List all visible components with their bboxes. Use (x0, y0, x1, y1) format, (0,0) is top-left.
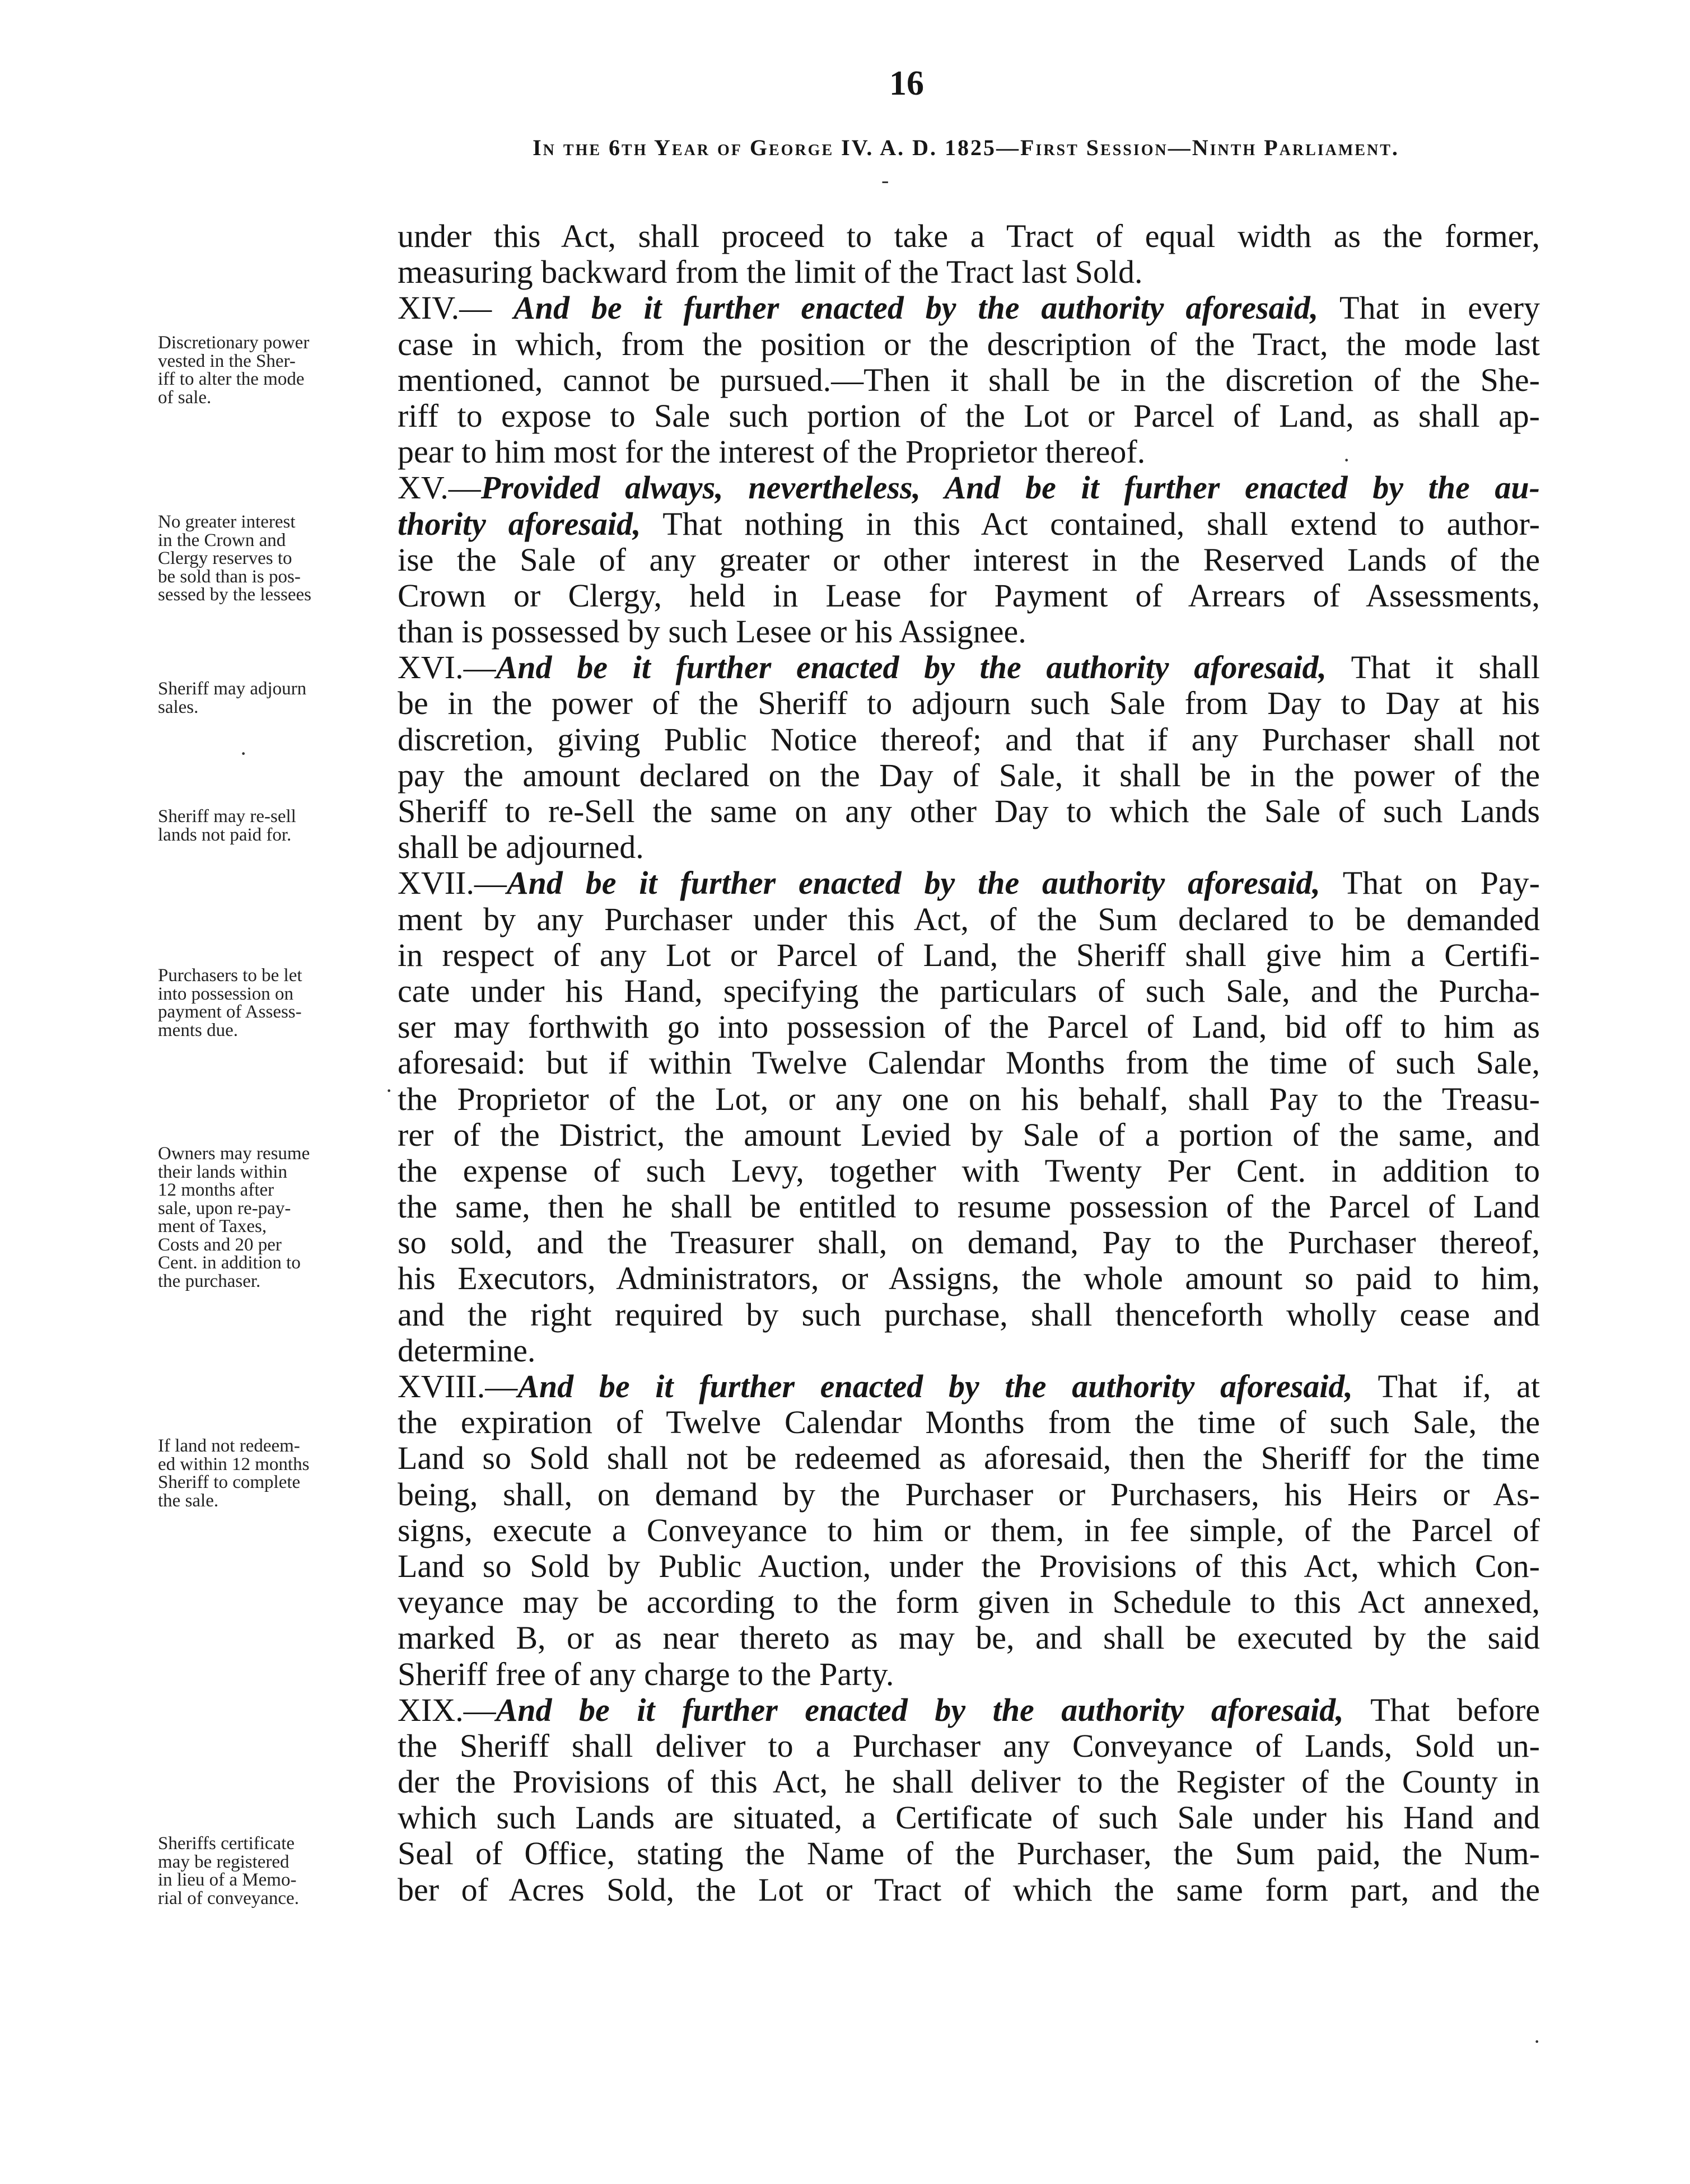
body-line: the expiration of Twelve Calendar Months from the time of such Sale, the (398, 1404, 1540, 1441)
print-speck-mark: · (1533, 2029, 1541, 2054)
body-line: ser may forthwith go into possession of the Parcel of Land, bid off to him as (398, 1009, 1540, 1046)
marginal-note-line: in lieu of a Memo- (158, 1870, 297, 1890)
body-line: Seal of Office, stating the Name of the Purchaser, the Sum paid, the Num- (398, 1835, 1540, 1872)
page-number: 16 (889, 64, 924, 102)
body-line: pear to him most for the interest of the Proprietor thereof. (398, 433, 1146, 470)
marginal-note-sheriffs-certificate (158, 1835, 382, 1907)
marginal-note-line: If land not redeem- (158, 1436, 300, 1456)
marginal-note-crown-clergy-reserves (158, 513, 382, 604)
enacting-formula: thority aforesaid, (398, 505, 641, 542)
body-line: the same, then he shall be entitled to resume possession of the Parcel of Land (398, 1188, 1540, 1225)
body-line: be in the power of the Sheriff to adjourn such Sale from Day to Day at his (398, 685, 1540, 722)
body-line: XV.—Provided always, nevertheless, And be it further enacted by the au- (398, 469, 1540, 506)
running-head: In the 6th Year of George IV. A. D. 1825—First Session—Ninth Parliament. (533, 135, 1399, 160)
marginal-note-owners-may-resume (158, 1145, 382, 1290)
enacting-formula: And be it further enacted by the authority aforesaid, (517, 1368, 1353, 1404)
body-line: signs, execute a Conveyance to him or them, in fee simple, of the Parcel of (398, 1511, 1540, 1548)
body-line: ber of Acres Sold, the Lot or Tract of which the same form part, and the (398, 1871, 1540, 1908)
marginal-note-line: Discretionary power (158, 333, 310, 353)
marginal-note-line: their lands within (158, 1161, 287, 1182)
body-line: veyance may be according to the form given in Schedule to this Act annexed, (398, 1584, 1540, 1621)
body-line: determine. (398, 1332, 536, 1369)
marginal-note-line: vested in the Sher- (158, 351, 296, 371)
print-dash-mark: ‐ (881, 167, 889, 193)
marginal-note-line: Clergy reserves to (158, 548, 292, 568)
marginal-note-line: the purchaser. (158, 1271, 261, 1291)
marginal-note-line: lands not paid for. (158, 824, 292, 845)
enacting-formula: Provided always, nevertheless, And be it further enacted by the au- (480, 469, 1540, 506)
body-line: than is possessed by such Lesee or his Assignee. (398, 613, 1026, 650)
marginal-note-line: iff to alter the mode (158, 369, 305, 389)
marginal-note-line: No greater interest (158, 512, 296, 532)
body-line: which such Lands are situated, a Certificate of such Sale under his Hand and (398, 1799, 1540, 1836)
body-line: aforesaid: but if within Twelve Calendar Months from the time of such Sale, (398, 1044, 1540, 1081)
marginal-note-line: Sheriff to complete (158, 1472, 301, 1492)
marginal-note-line: of sale. (158, 387, 212, 408)
body-line: Crown or Clergy, held in Lease for Payment of Arrears of Assessments, (398, 577, 1540, 614)
body-line: discretion, giving Public Notice thereof; and that if any Purchaser shall not (398, 721, 1540, 758)
marginal-note-line: into possession on (158, 983, 294, 1004)
body-line: pay the amount declared on the Day of Sale, it shall be in the power of the (398, 757, 1540, 794)
marginal-note-line: Sheriff may adjourn (158, 679, 307, 699)
marginal-note-discretionary-power (158, 334, 382, 407)
marginal-note-line: ments due. (158, 1020, 238, 1040)
marginal-note-line: Cent. in addition to (158, 1253, 301, 1273)
body-line: the Proprietor of the Lot, or any one on his behalf, shall Pay to the Treasu- (398, 1080, 1540, 1117)
body-line: XVII.—And be it further enacted by the authority aforesaid, That on Pay- (398, 865, 1540, 902)
marginal-note-line: Costs and 20 per (158, 1234, 282, 1255)
body-line: so sold, and the Treasurer shall, on demand, Pay to the Purchaser thereof, (398, 1224, 1540, 1261)
body-line: mentioned, cannot be pursued.—Then it shall be in the discretion of the She- (398, 361, 1540, 398)
body-line: thority aforesaid, That nothing in this Act contained, shall extend to author- (398, 505, 1540, 542)
enacting-formula: And be it further enacted by the authority aforesaid, (506, 865, 1320, 902)
enacting-formula: And be it further enacted by the authority aforesaid, (513, 290, 1319, 326)
marginal-note-purchasers-possession (158, 967, 382, 1039)
body-line: and the right required by such purchase, shall thenceforth wholly cease and (398, 1296, 1540, 1333)
body-line: marked B, or as near thereto as may be, and shall be executed by the said (398, 1620, 1540, 1656)
body-line: XVI.—And be it further enacted by the authority aforesaid, That it shall (398, 649, 1540, 686)
body-line: measuring backward from the limit of the Tract last Sold. (398, 254, 1143, 291)
body-line: ment by any Purchaser under this Act, of the Sum declared to be demanded (398, 900, 1540, 937)
body-line: Sheriff free of any charge to the Party. (398, 1655, 894, 1692)
marginal-note-line: payment of Assess- (158, 1002, 302, 1022)
marginal-note-re-sell-lands (158, 808, 382, 844)
marginal-note-line: be sold than is pos- (158, 566, 301, 587)
marginal-note-line: rial of conveyance. (158, 1888, 299, 1908)
body-line: under this Act, shall proceed to take a Tract of equal width as the former, (398, 218, 1540, 254)
marginal-note-adjourn-sales (158, 680, 382, 716)
marginal-note-line: Owners may resume (158, 1144, 310, 1164)
body-line: shall be adjourned. (398, 829, 644, 866)
print-speck-mark: · (385, 1078, 393, 1103)
body-line: Land so Sold shall not be redeemed as aforesaid, then the Sheriff for the time (398, 1440, 1540, 1477)
body-line: XIV.— And be it further enacted by the authority aforesaid, That in every (398, 290, 1540, 326)
enacting-formula: And be it further enacted by the authority aforesaid, (496, 649, 1327, 686)
body-line: Land so Sold by Public Auction, under the Provisions of this Act, which Con- (398, 1547, 1540, 1584)
body-line: Sheriff to re-Sell the same on any other Day to which the Sale of such Lands (398, 793, 1540, 829)
body-line: cate under his Hand, specifying the particulars of such Sale, and the Purcha- (398, 972, 1540, 1009)
marginal-note-complete-sale (158, 1437, 382, 1510)
body-line: XVIII.—And be it further enacted by the authority aforesaid, That if, at (398, 1368, 1540, 1404)
enacting-formula: And be it further enacted by the authority aforesaid, (496, 1691, 1344, 1728)
body-text (398, 218, 1540, 1908)
body-line: ise the Sale of any greater or other interest in the Reserved Lands of the (398, 541, 1540, 578)
body-line: his Executors, Administrators, or Assigns, the whole amount so paid to him, (398, 1260, 1540, 1297)
marginal-note-line: sale, upon re-pay- (158, 1198, 291, 1219)
body-line: rer of the District, the amount Levied by Sale of a portion of the same, and (398, 1116, 1540, 1153)
marginal-note-line: the sale. (158, 1490, 219, 1511)
body-line: the Sheriff shall deliver to a Purchaser any Conveyance of Lands, Sold un- (398, 1727, 1540, 1764)
body-line: in respect of any Lot or Parcel of Land, the Sheriff shall give him a Certifi- (398, 936, 1540, 973)
marginal-note-line: may be registered (158, 1851, 290, 1872)
print-speck-mark: · (240, 741, 248, 766)
marginal-note-line: ment of Taxes, (158, 1216, 267, 1236)
body-line: XIX.—And be it further enacted by the authority aforesaid, That before (398, 1691, 1540, 1728)
marginal-note-line: sessed by the lessees (158, 585, 312, 605)
body-line: the expense of such Levy, together with Twenty Per Cent. in addition to (398, 1152, 1540, 1189)
print-speck-mark: · (1343, 447, 1351, 473)
marginal-note-line: sales. (158, 697, 199, 717)
body-line: case in which, from the position or the description of the Tract, the mode last (398, 325, 1540, 362)
marginal-note-line: Sheriff may re-sell (158, 806, 296, 827)
marginal-note-line: Purchasers to be let (158, 965, 302, 986)
marginal-note-line: Sheriffs certificate (158, 1833, 295, 1854)
marginal-note-line: in the Crown and (158, 530, 286, 550)
body-line: riff to expose to Sale such portion of the Lot or Parcel of Land, as shall ap- (398, 397, 1540, 434)
marginal-note-line: ed within 12 months (158, 1454, 310, 1474)
body-line: being, shall, on demand by the Purchaser or Purchasers, his Heirs or As- (398, 1476, 1540, 1513)
marginal-note-line: 12 months after (158, 1180, 274, 1200)
body-line: der the Provisions of this Act, he shall deliver to the Register of the County in (398, 1763, 1540, 1800)
